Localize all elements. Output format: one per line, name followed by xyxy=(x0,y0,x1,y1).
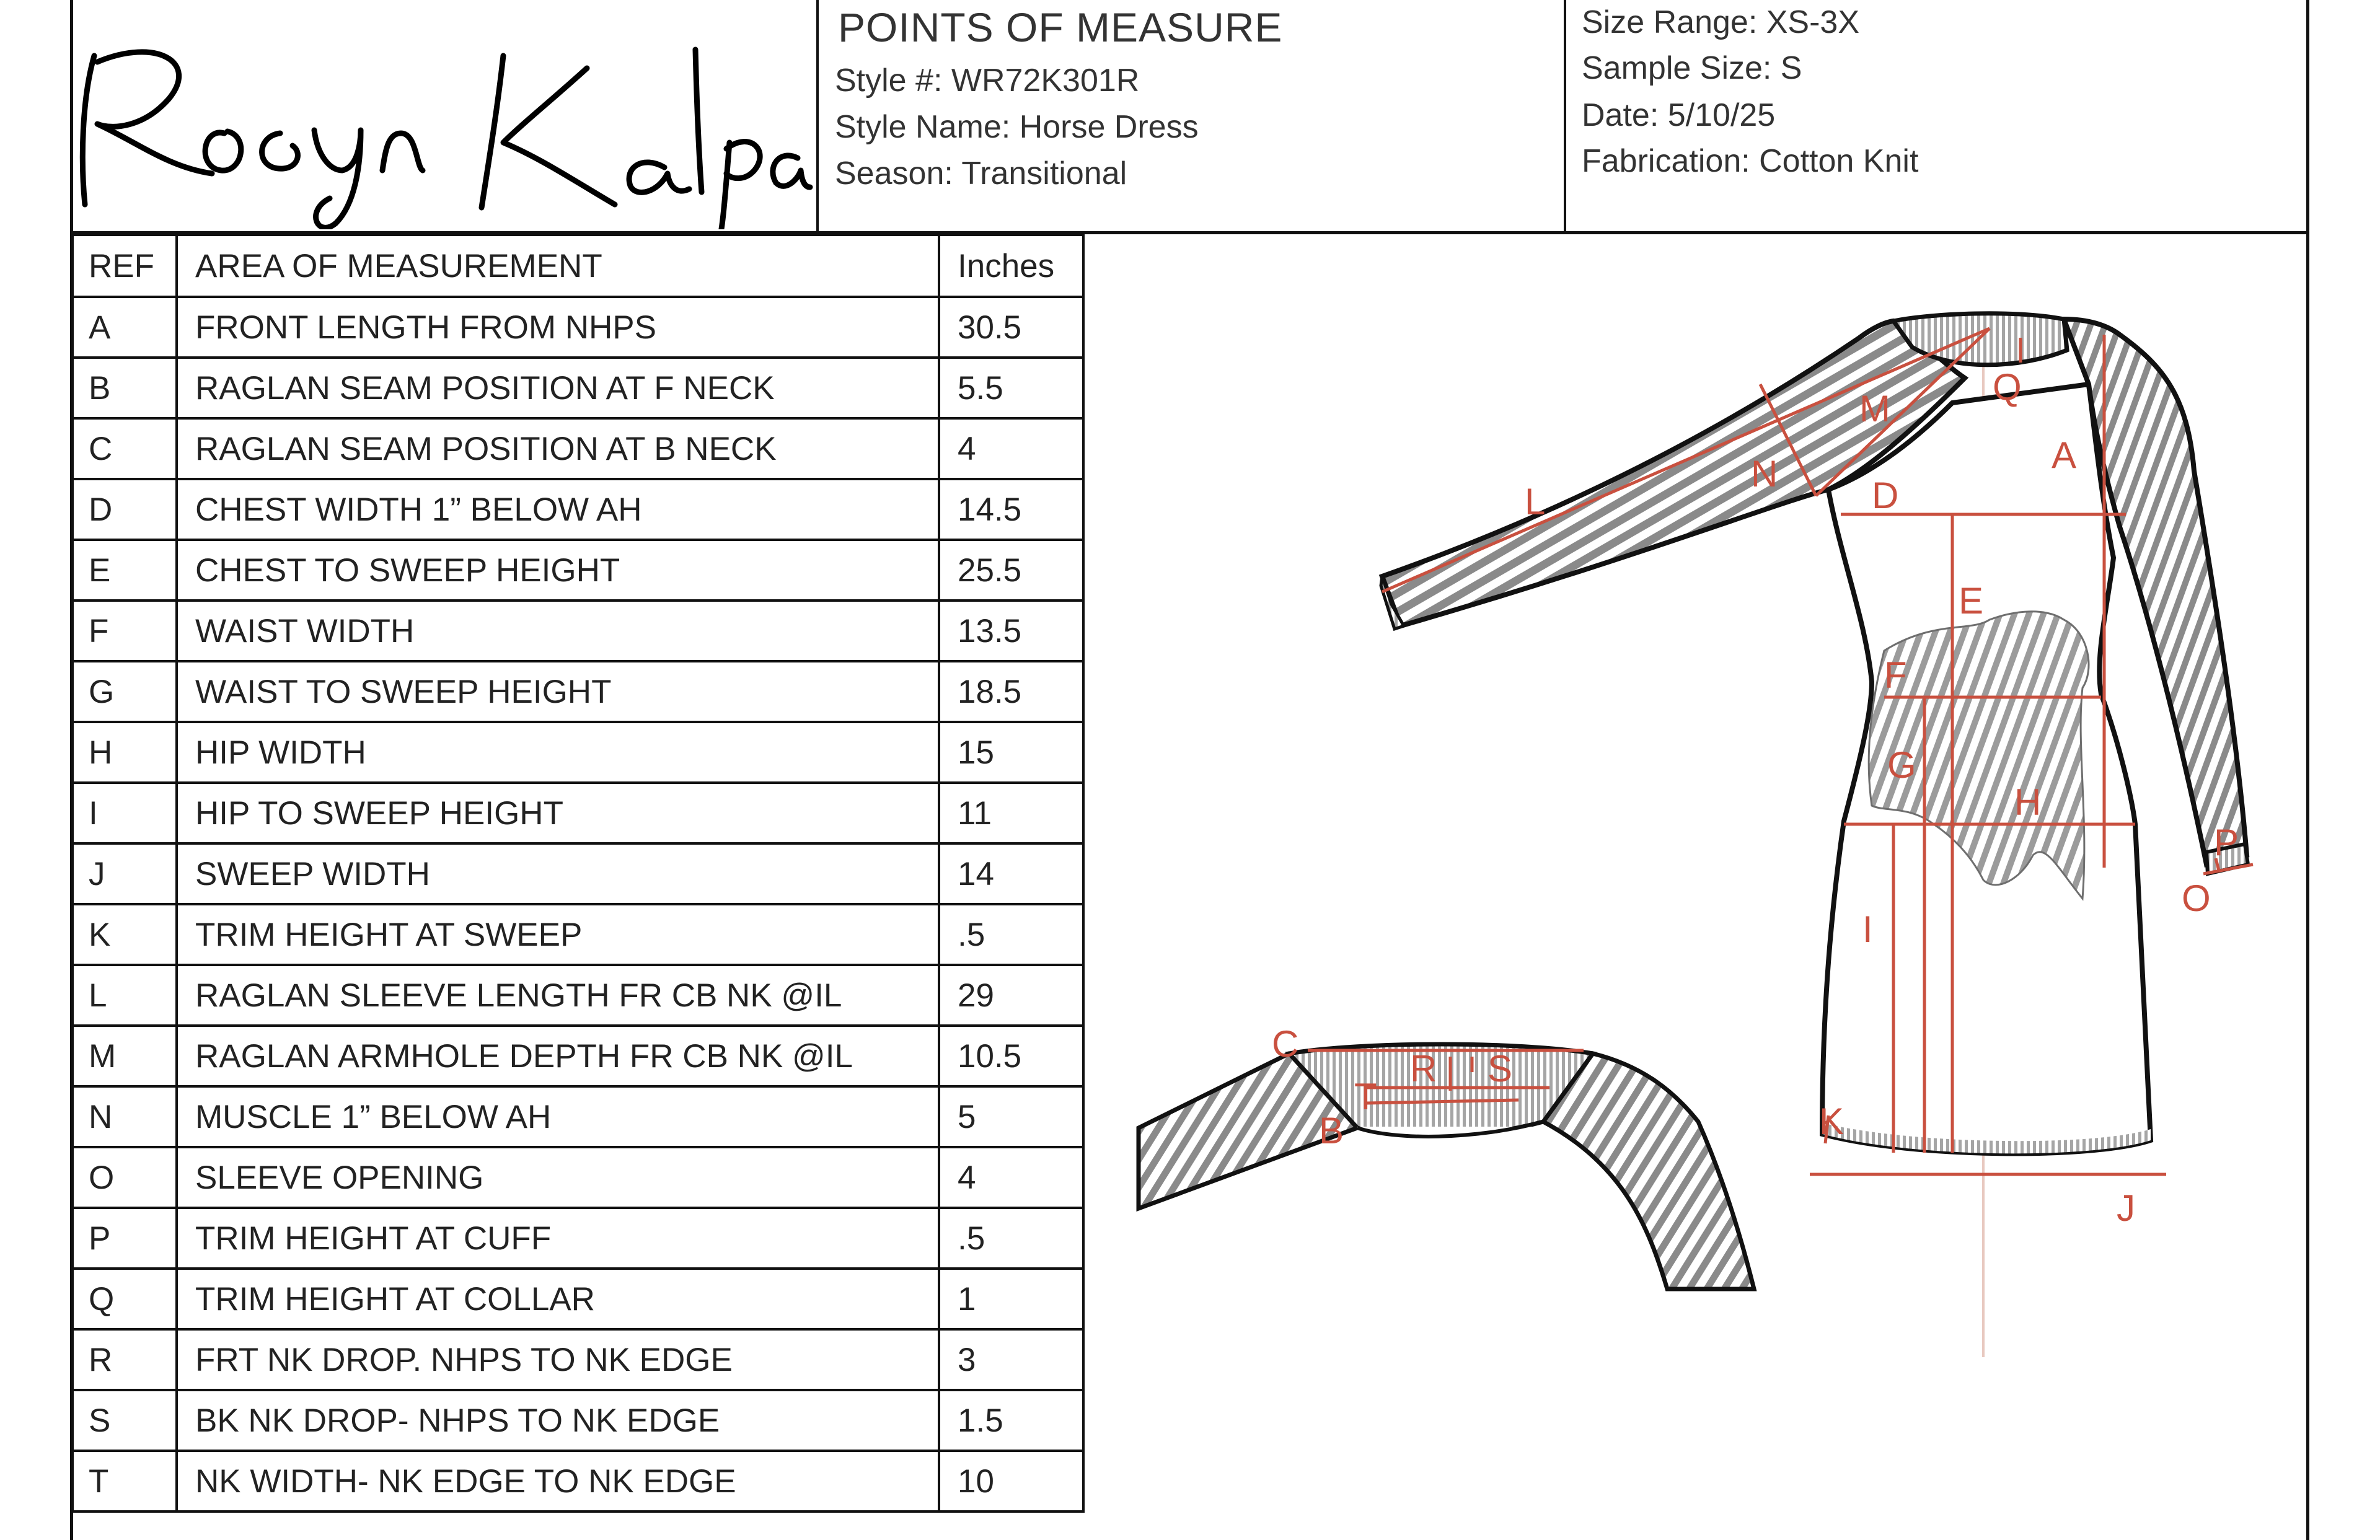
cell-inches: 1 xyxy=(939,1269,1083,1329)
back-neck-right-sleeve xyxy=(1543,1054,1754,1289)
cell-inches: 3 xyxy=(939,1329,1083,1390)
cell-inches: 4 xyxy=(939,418,1083,479)
label-N: N xyxy=(1751,453,1778,495)
header-ref: REF xyxy=(73,235,177,297)
cell-ref: N xyxy=(73,1086,177,1147)
cell-ref: K xyxy=(73,904,177,965)
cell-ref: B xyxy=(73,358,177,418)
cell-ref: S xyxy=(73,1390,177,1451)
cell-area: TRIM HEIGHT AT SWEEP xyxy=(177,904,939,965)
cell-inches: 5 xyxy=(939,1086,1083,1147)
label-S: S xyxy=(1488,1048,1513,1089)
label-R: R xyxy=(1410,1048,1437,1089)
cell-area: HIP TO SWEEP HEIGHT xyxy=(177,783,939,843)
cell-area: BK NK DROP- NHPS TO NK EDGE xyxy=(177,1390,939,1451)
cell-ref: L xyxy=(73,965,177,1026)
season: Season: Transitional xyxy=(835,156,1127,191)
label-B: B xyxy=(1319,1110,1344,1151)
cell-ref: A xyxy=(73,297,177,358)
label-C: C xyxy=(1272,1023,1299,1065)
sample-size: Sample Size: S xyxy=(1582,50,1802,86)
cell-area: RAGLAN SEAM POSITION AT F NECK xyxy=(177,358,939,418)
cell-ref: E xyxy=(73,540,177,601)
page-title: POINTS OF MEASURE xyxy=(838,4,1283,50)
label-M: M xyxy=(1859,388,1890,429)
cell-inches: 5.5 xyxy=(939,358,1083,418)
cell-area: SWEEP WIDTH xyxy=(177,843,939,904)
cell-area: NK WIDTH- NK EDGE TO NK EDGE xyxy=(177,1451,939,1511)
cell-inches: 18.5 xyxy=(939,661,1083,722)
label-T: T xyxy=(1354,1076,1377,1117)
cell-ref: Q xyxy=(73,1269,177,1329)
cell-ref: G xyxy=(73,661,177,722)
cell-area: TRIM HEIGHT AT CUFF xyxy=(177,1208,939,1269)
cell-area: MUSCLE 1” BELOW AH xyxy=(177,1086,939,1147)
cell-inches: 13.5 xyxy=(939,601,1083,661)
style-name: Style Name: Horse Dress xyxy=(835,109,1199,145)
cell-ref: M xyxy=(73,1026,177,1086)
cell-ref: P xyxy=(73,1208,177,1269)
cell-ref: J xyxy=(73,843,177,904)
cell-area: RAGLAN SEAM POSITION AT B NECK xyxy=(177,418,939,479)
cell-area: SLEEVE OPENING xyxy=(177,1147,939,1208)
cell-area: WAIST TO SWEEP HEIGHT xyxy=(177,661,939,722)
back-neck-body xyxy=(1357,1127,1543,1291)
label-I: I xyxy=(1862,909,1873,950)
label-H: H xyxy=(2014,781,2042,823)
cell-inches: 1.5 xyxy=(939,1390,1083,1451)
label-G: G xyxy=(1887,744,1916,786)
size-range: Size Range: XS-3X xyxy=(1582,4,1860,40)
cell-inches: 4 xyxy=(939,1147,1083,1208)
cell-inches: 29 xyxy=(939,965,1083,1026)
cell-area: FRONT LENGTH FROM NHPS xyxy=(177,297,939,358)
cell-inches: 25.5 xyxy=(939,540,1083,601)
cell-ref: F xyxy=(73,601,177,661)
cell-inches: 14 xyxy=(939,843,1083,904)
label-J: J xyxy=(2117,1187,2135,1229)
label-A: A xyxy=(2052,434,2077,476)
cell-ref: T xyxy=(73,1451,177,1511)
label-K: K xyxy=(1819,1101,1844,1142)
style-number: Style #: WR72K301R xyxy=(835,63,1140,99)
cell-ref: C xyxy=(73,418,177,479)
cell-inches: 14.5 xyxy=(939,479,1083,540)
cell-area: CHEST WIDTH 1” BELOW AH xyxy=(177,479,939,540)
cell-ref: O xyxy=(73,1147,177,1208)
label-O: O xyxy=(2182,878,2211,919)
cell-ref: H xyxy=(73,722,177,783)
fabrication: Fabrication: Cotton Knit xyxy=(1582,143,1919,179)
date: Date: 5/10/25 xyxy=(1582,97,1776,133)
cell-area: RAGLAN ARMHOLE DEPTH FR CB NK @IL xyxy=(177,1026,939,1086)
cell-inches: 30.5 xyxy=(939,297,1083,358)
label-F: F xyxy=(1884,654,1907,696)
cell-inches: 10 xyxy=(939,1451,1083,1511)
label-E: E xyxy=(1959,580,1984,622)
cell-inches: .5 xyxy=(939,1208,1083,1269)
label-Q: Q xyxy=(1993,366,2022,408)
cell-area: CHEST TO SWEEP HEIGHT xyxy=(177,540,939,601)
cell-inches: 11 xyxy=(939,783,1083,843)
cell-area: FRT NK DROP. NHPS TO NK EDGE xyxy=(177,1329,939,1390)
cell-ref: R xyxy=(73,1329,177,1390)
cell-ref: D xyxy=(73,479,177,540)
cell-area: WAIST WIDTH xyxy=(177,601,939,661)
label-D: D xyxy=(1872,475,1899,516)
label-P: P xyxy=(2214,822,2239,863)
cell-area: RAGLAN SLEEVE LENGTH FR CB NK @IL xyxy=(177,965,939,1026)
cell-inches: .5 xyxy=(939,904,1083,965)
header-area: AREA OF MEASUREMENT xyxy=(177,235,939,297)
header-inches: Inches xyxy=(939,235,1083,297)
cell-inches: 10.5 xyxy=(939,1026,1083,1086)
cell-area: TRIM HEIGHT AT COLLAR xyxy=(177,1269,939,1329)
cell-inches: 15 xyxy=(939,722,1083,783)
cell-ref: I xyxy=(73,783,177,843)
label-L: L xyxy=(1525,481,1546,522)
cell-area: HIP WIDTH xyxy=(177,722,939,783)
